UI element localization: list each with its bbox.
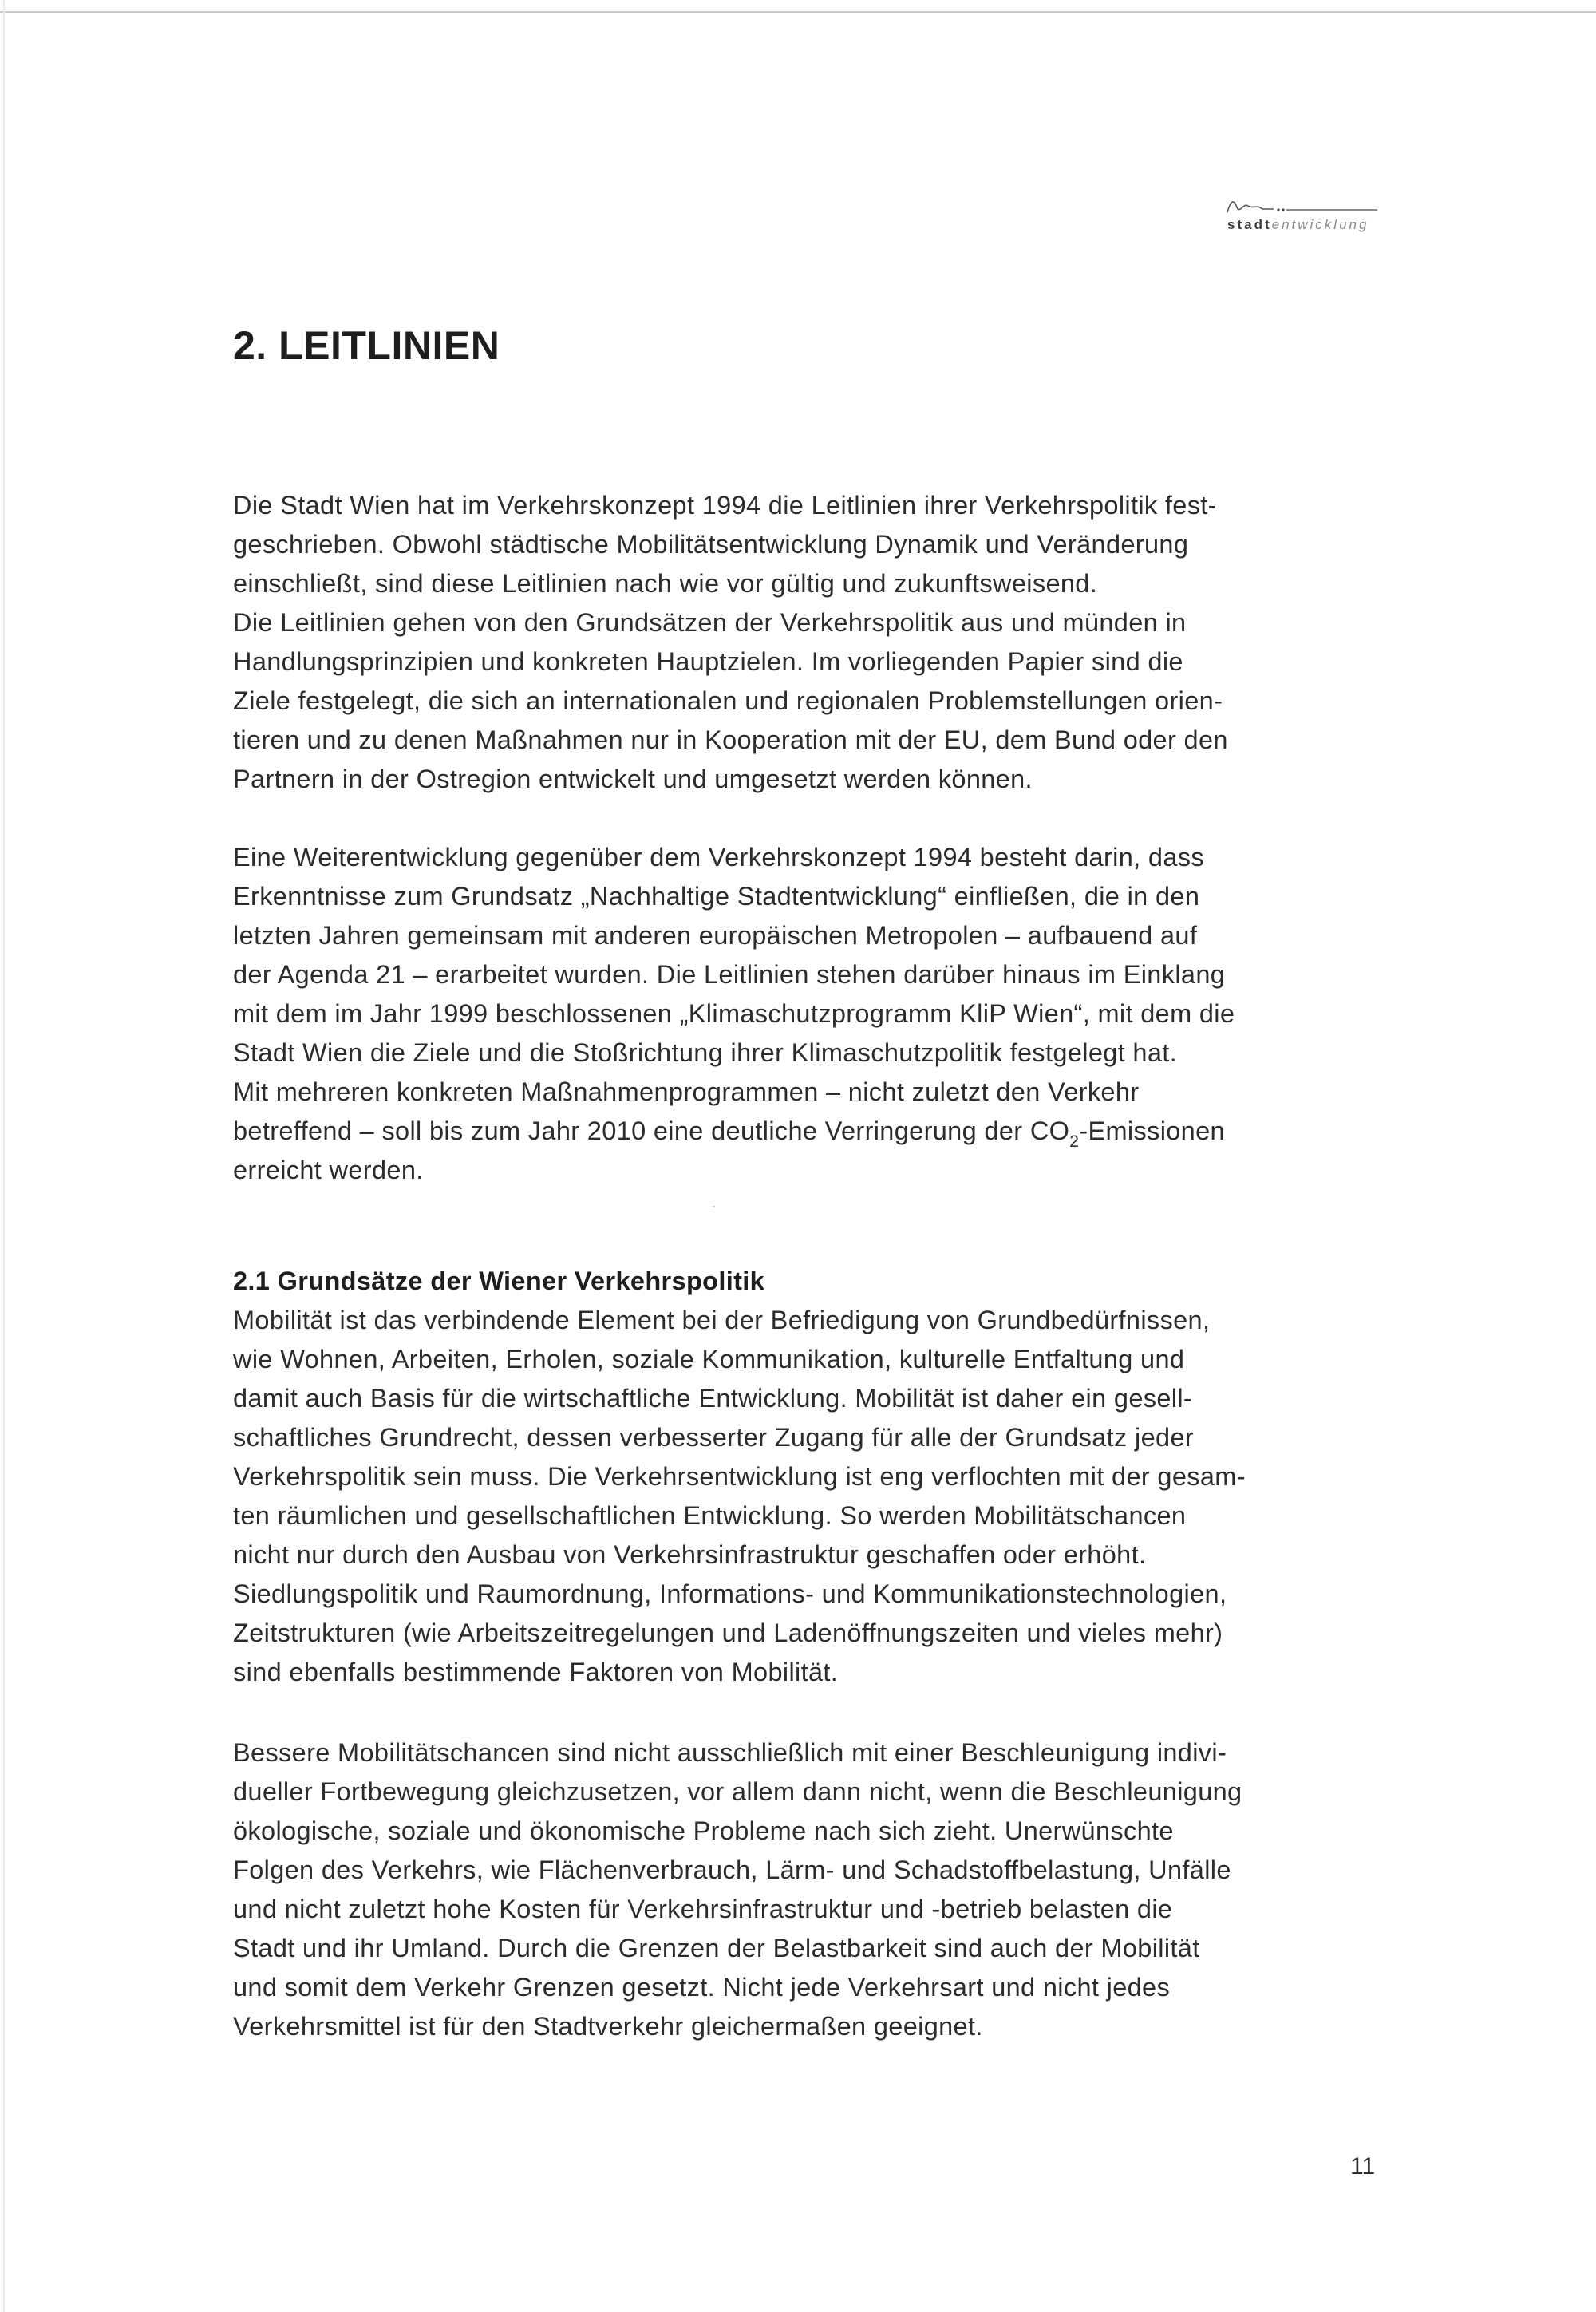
- co2-line-before: betreffend – soll bis zum Jahr 2010 eine deutliche Verringerung der CO: [233, 1116, 1070, 1145]
- text-line: Mit mehreren konkreten Maßnahmenprogrammen – nicht zuletzt den Verkehr: [233, 1077, 1140, 1106]
- scan-edge-top: [0, 11, 1596, 13]
- text-line: Die Leitlinien gehen von den Grundsätzen der Verkehrspolitik aus und münden in: [233, 608, 1187, 637]
- scan-speck: [713, 1206, 715, 1207]
- text-line: nicht nur durch den Ausbau von Verkehrsinfrastruktur geschaffen oder erhöht.: [233, 1540, 1147, 1569]
- paragraph-mobility-chances: [233, 1733, 1382, 2046]
- text-line: Stadt und ihr Umland. Durch die Grenzen der Belastbarkeit sind auch der Mobilität: [233, 1934, 1200, 1962]
- logo-wordmark: [1227, 217, 1369, 233]
- text-line: Handlungsprinzipien und konkreten Hauptzielen. Im vorliegenden Papier sind die: [233, 647, 1183, 676]
- text-line: mit dem im Jahr 1999 beschlossenen „Klimaschutzprogramm KliP Wien“, mit dem die: [233, 999, 1235, 1028]
- text-line: ten räumlichen und gesellschaftlichen Entwicklung. So werden Mobilitätschancen: [233, 1501, 1187, 1530]
- section-grundsaetze: [233, 1262, 1382, 1692]
- text-line: Mobilität ist das verbindende Element bei der Befriedigung von Grundbedürfnissen,: [233, 1306, 1211, 1334]
- text-line: Stadt Wien die Ziele und die Stoßrichtung ihrer Klimaschutzpolitik festgelegt hat.: [233, 1038, 1178, 1067]
- text-line: Partnern in der Ostregion entwickelt und umgesetzt werden können.: [233, 765, 1033, 793]
- text-line: tieren und zu denen Maßnahmen nur in Kooperation mit der EU, dem Bund oder den: [233, 725, 1228, 754]
- logo-wave-icon: [1226, 193, 1381, 217]
- co2-line-after: -Emissionen: [1079, 1116, 1225, 1145]
- text-line: Erkenntnisse zum Grundsatz „Nachhaltige Stadtentwicklung“ einfließen, die in den: [233, 882, 1200, 911]
- text-line: und nicht zuletzt hohe Kosten für Verkehrsinfrastruktur und -betrieb belasten die: [233, 1895, 1173, 1923]
- stadtentwicklung-logo: [1226, 193, 1381, 238]
- text-line: und somit dem Verkehr Grenzen gesetzt. Nicht jede Verkehrsart und nicht jedes: [233, 1973, 1171, 2002]
- text-line: sind ebenfalls bestimmende Faktoren von Mobilität.: [233, 1658, 839, 1686]
- text-line: schaftliches Grundrecht, dessen verbesserter Zugang für alle der Grundsatz jeder: [233, 1423, 1195, 1452]
- text-line: Die Stadt Wien hat im Verkehrskonzept 1994 die Leitlinien ihrer Verkehrspolitik fest-: [233, 491, 1217, 520]
- text-line-co2: [233, 1112, 1382, 1151]
- text-line: der Agenda 21 – erarbeitet wurden. Die Leitlinien stehen darüber hinaus im Einklang: [233, 960, 1226, 989]
- text-line: Folgen des Verkehrs, wie Flächenverbrauch, Lärm- und Schadstoffbelastung, Unfälle: [233, 1856, 1231, 1884]
- text-line: Zeitstrukturen (wie Arbeitszeitregelungen und Ladenöffnungszeiten und vieles mehr): [233, 1618, 1223, 1647]
- scan-edge-left: [3, 0, 5, 2312]
- text-line: damit auch Basis für die wirtschaftliche Entwicklung. Mobilität ist daher ein gesell-: [233, 1384, 1193, 1413]
- section-heading: 2.1 Grundsätze der Wiener Verkehrspolitik: [233, 1267, 765, 1295]
- text-line: geschrieben. Obwohl städtische Mobilitätsentwicklung Dynamik und Veränderung: [233, 530, 1189, 559]
- text-line: dueller Fortbewegung gleichzusetzen, vor allem dann nicht, wenn die Beschleunigung: [233, 1777, 1242, 1806]
- text-line: einschließt, sind diese Leitlinien nach wie vor gültig und zukunftsweisend.: [233, 569, 1098, 598]
- text-line: letzten Jahren gemeinsam mit anderen europäischen Metropolen – aufbauend auf: [233, 921, 1198, 950]
- text-line: Eine Weiterentwicklung gegenüber dem Verkehrskonzept 1994 besteht darin, dass: [233, 843, 1204, 871]
- logo-text-strong: stadt: [1227, 217, 1272, 232]
- text-line: Verkehrspolitik sein muss. Die Verkehrsentwicklung ist eng verflochten mit der gesam-: [233, 1462, 1246, 1491]
- text-line: Siedlungspolitik und Raumordnung, Informations- und Kommunikationstechnologien,: [233, 1579, 1227, 1608]
- page-number: 11: [1350, 2153, 1376, 2180]
- text-line: Verkehrsmittel ist für den Stadtverkehr gleichermaßen geeignet.: [233, 2012, 983, 2041]
- text-line: ökologische, soziale und ökonomische Probleme nach sich zieht. Unerwünschte: [233, 1816, 1174, 1845]
- logo-text-light: entwicklung: [1271, 217, 1369, 232]
- text-line: Ziele festgelegt, die sich an internationalen und regionalen Problemstellungen orien-: [233, 686, 1223, 715]
- paragraph-intro: [233, 486, 1382, 799]
- text-line: erreicht werden.: [233, 1156, 424, 1184]
- paragraph-development: [233, 838, 1382, 1190]
- co2-subscript: 2: [1069, 1132, 1080, 1151]
- text-line: Bessere Mobilitätschancen sind nicht ausschließlich mit einer Beschleunigung indivi-: [233, 1738, 1227, 1767]
- text-line: wie Wohnen, Arbeiten, Erholen, soziale Kommunikation, kulturelle Entfaltung und: [233, 1345, 1185, 1373]
- chapter-title: 2. LEITLINIEN: [233, 323, 500, 368]
